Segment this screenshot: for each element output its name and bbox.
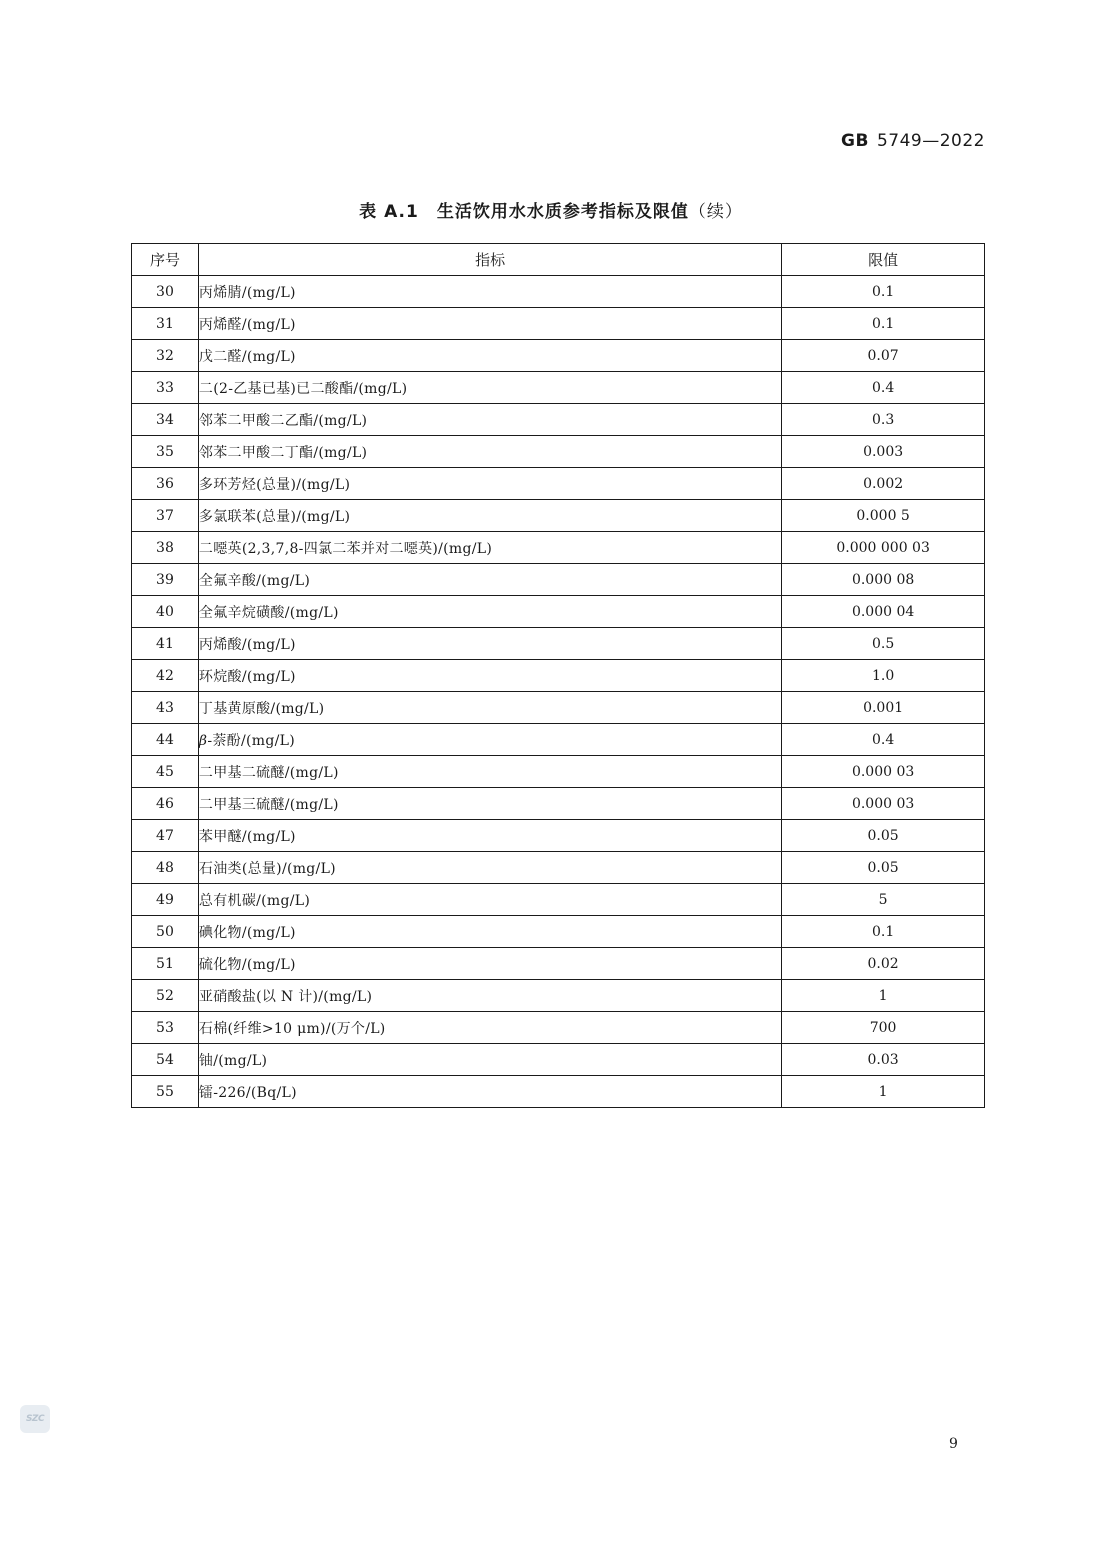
cell-limit: 700 <box>782 1012 985 1044</box>
cell-indicator: β-萘酚/(mg/L) <box>198 724 781 756</box>
cell-indicator: 铀/(mg/L) <box>198 1044 781 1076</box>
cell-no: 55 <box>132 1076 199 1108</box>
table-row <box>132 372 985 404</box>
cell-indicator: 碘化物/(mg/L) <box>198 916 781 948</box>
cell-limit: 0.000 5 <box>782 500 985 532</box>
cell-indicator: 环烷酸/(mg/L) <box>198 660 781 692</box>
table-title-continued: （续） <box>688 202 743 222</box>
table-row <box>132 340 985 372</box>
table-row <box>132 724 985 756</box>
cell-limit: 0.05 <box>782 820 985 852</box>
cell-limit: 0.03 <box>782 1044 985 1076</box>
table-row <box>132 756 985 788</box>
cell-no: 37 <box>132 500 199 532</box>
cell-indicator: 全氟辛烷磺酸/(mg/L) <box>198 596 781 628</box>
cell-limit: 0.5 <box>782 628 985 660</box>
cell-no: 38 <box>132 532 199 564</box>
table-title <box>0 197 1102 222</box>
cell-no: 34 <box>132 404 199 436</box>
cell-limit: 0.000 000 03 <box>782 532 985 564</box>
cell-indicator: 镭-226/(Bq/L) <box>198 1076 781 1108</box>
szc-logo-icon: SZC <box>20 1405 50 1433</box>
table-row <box>132 1044 985 1076</box>
table-row <box>132 276 985 308</box>
cell-indicator: 邻苯二甲酸二丁酯/(mg/L) <box>198 436 781 468</box>
column-header-name: 指标 <box>198 244 781 276</box>
cell-no: 36 <box>132 468 199 500</box>
table-header-row <box>132 244 985 276</box>
standard-prefix: GB <box>841 131 869 151</box>
cell-limit: 0.3 <box>782 404 985 436</box>
table-row <box>132 564 985 596</box>
cell-indicator: 全氟辛酸/(mg/L) <box>198 564 781 596</box>
table-row <box>132 628 985 660</box>
table-row <box>132 660 985 692</box>
cell-no: 30 <box>132 276 199 308</box>
table-row <box>132 532 985 564</box>
column-header-no: 序号 <box>132 244 199 276</box>
cell-indicator: 戊二醛/(mg/L) <box>198 340 781 372</box>
cell-limit: 0.000 08 <box>782 564 985 596</box>
cell-indicator: 总有机碳/(mg/L) <box>198 884 781 916</box>
table-row <box>132 852 985 884</box>
cell-limit: 0.000 03 <box>782 756 985 788</box>
table-row <box>132 500 985 532</box>
cell-indicator: 石油类(总量)/(mg/L) <box>198 852 781 884</box>
cell-no: 40 <box>132 596 199 628</box>
cell-limit: 0.003 <box>782 436 985 468</box>
cell-indicator: 二噁英(2,3,7,8-四氯二苯并对二噁英)/(mg/L) <box>198 532 781 564</box>
cell-limit: 0.000 03 <box>782 788 985 820</box>
cell-no: 42 <box>132 660 199 692</box>
cell-indicator: 二(2-乙基已基)已二酸酯/(mg/L) <box>198 372 781 404</box>
cell-indicator: 多环芳烃(总量)/(mg/L) <box>198 468 781 500</box>
cell-limit: 0.000 04 <box>782 596 985 628</box>
cell-no: 46 <box>132 788 199 820</box>
cell-limit: 0.4 <box>782 372 985 404</box>
cell-indicator: 苯甲醚/(mg/L) <box>198 820 781 852</box>
cell-indicator: 邻苯二甲酸二乙酯/(mg/L) <box>198 404 781 436</box>
cell-indicator: 丁基黄原酸/(mg/L) <box>198 692 781 724</box>
table-row <box>132 468 985 500</box>
cell-no: 51 <box>132 948 199 980</box>
standard-code <box>841 131 985 151</box>
cell-no: 35 <box>132 436 199 468</box>
cell-indicator: 二甲基三硫醚/(mg/L) <box>198 788 781 820</box>
cell-no: 41 <box>132 628 199 660</box>
table-row <box>132 1012 985 1044</box>
cell-limit: 0.05 <box>782 852 985 884</box>
cell-limit: 1 <box>782 1076 985 1108</box>
table-row <box>132 596 985 628</box>
page-number: 9 <box>949 1436 958 1452</box>
cell-limit: 0.1 <box>782 308 985 340</box>
cell-no: 45 <box>132 756 199 788</box>
cell-no: 33 <box>132 372 199 404</box>
table-row <box>132 308 985 340</box>
cell-indicator: 多氯联苯(总量)/(mg/L) <box>198 500 781 532</box>
cell-indicator: 丙烯醛/(mg/L) <box>198 308 781 340</box>
cell-indicator: 丙烯腈/(mg/L) <box>198 276 781 308</box>
table-row <box>132 788 985 820</box>
cell-no: 52 <box>132 980 199 1012</box>
cell-indicator: 丙烯酸/(mg/L) <box>198 628 781 660</box>
cell-no: 44 <box>132 724 199 756</box>
cell-limit: 0.1 <box>782 276 985 308</box>
cell-limit: 0.1 <box>782 916 985 948</box>
table-row <box>132 916 985 948</box>
table-row <box>132 436 985 468</box>
table-row <box>132 948 985 980</box>
table-row <box>132 820 985 852</box>
cell-no: 47 <box>132 820 199 852</box>
table-row <box>132 404 985 436</box>
cell-no: 48 <box>132 852 199 884</box>
indicator-table <box>131 243 985 1108</box>
cell-no: 49 <box>132 884 199 916</box>
table-row <box>132 692 985 724</box>
cell-no: 43 <box>132 692 199 724</box>
cell-limit: 0.4 <box>782 724 985 756</box>
cell-no: 32 <box>132 340 199 372</box>
table-row <box>132 980 985 1012</box>
table-row <box>132 1076 985 1108</box>
cell-limit: 0.02 <box>782 948 985 980</box>
table-row <box>132 884 985 916</box>
cell-limit: 0.001 <box>782 692 985 724</box>
cell-indicator: 亚硝酸盐(以 N 计)/(mg/L) <box>198 980 781 1012</box>
cell-no: 53 <box>132 1012 199 1044</box>
cell-limit: 1 <box>782 980 985 1012</box>
cell-limit: 5 <box>782 884 985 916</box>
cell-no: 50 <box>132 916 199 948</box>
table-title-main: 表 A.1 生活饮用水水质参考指标及限值 <box>359 202 689 222</box>
cell-no: 31 <box>132 308 199 340</box>
column-header-value: 限值 <box>782 244 985 276</box>
cell-limit: 1.0 <box>782 660 985 692</box>
standard-number: 5749—2022 <box>876 131 985 151</box>
cell-no: 54 <box>132 1044 199 1076</box>
cell-indicator: 二甲基二硫醚/(mg/L) <box>198 756 781 788</box>
cell-limit: 0.002 <box>782 468 985 500</box>
cell-indicator: 石棉(纤维>10 μm)/(万个/L) <box>198 1012 781 1044</box>
cell-limit: 0.07 <box>782 340 985 372</box>
cell-no: 39 <box>132 564 199 596</box>
cell-indicator: 硫化物/(mg/L) <box>198 948 781 980</box>
